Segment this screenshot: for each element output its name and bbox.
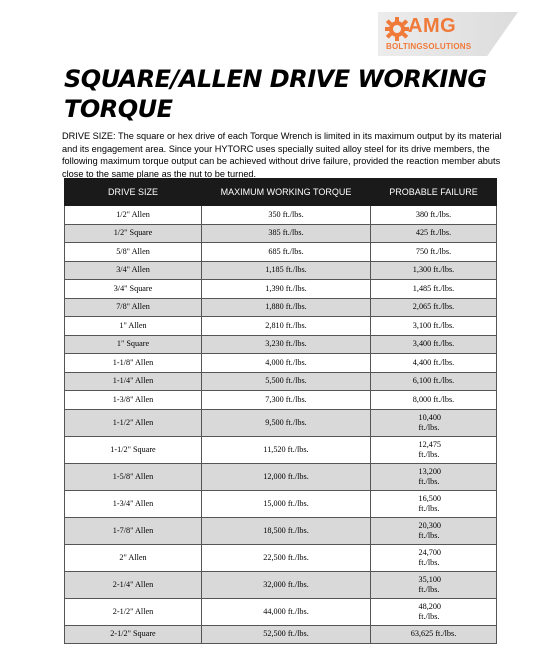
- cell-drive-size: 1" Square: [65, 335, 202, 354]
- cell-probable-failure: 2,065 ft./lbs.: [371, 298, 497, 317]
- table-row: [65, 317, 497, 336]
- cell-drive-size: 1-7/8" Allen: [65, 517, 202, 544]
- cell-probable-failure: 3,100 ft./lbs.: [371, 317, 497, 336]
- cell-max-torque: 1,390 ft./lbs.: [202, 280, 371, 299]
- table-row: [65, 206, 497, 225]
- cell-probable-failure: 6,100 ft./lbs.: [371, 372, 497, 391]
- table-row: [65, 598, 497, 625]
- logo-brand: AMG: [408, 15, 457, 37]
- failure-value: 13,200 ft./lbs.: [418, 466, 442, 486]
- cell-drive-size: 2-1/2" Allen: [65, 598, 202, 625]
- table-row: [65, 409, 497, 436]
- cell-probable-failure: 750 ft./lbs.: [371, 243, 497, 262]
- cell-probable-failure: [371, 598, 497, 625]
- header-drive-size: DRIVE SIZE: [65, 179, 202, 206]
- failure-value: 35,100 ft./lbs.: [418, 574, 442, 594]
- cell-probable-failure: [371, 517, 497, 544]
- gear-icon: [384, 16, 410, 42]
- page-title: SQUARE/ALLEN DRIVE WORKING TORQUE: [64, 65, 487, 123]
- cell-drive-size: 1-3/8" Allen: [65, 391, 202, 410]
- failure-value: 16,500 ft./lbs.: [418, 493, 442, 513]
- table-row: [65, 436, 497, 463]
- cell-probable-failure: 3,400 ft./lbs.: [371, 335, 497, 354]
- table-row: [65, 354, 497, 373]
- table-row: [65, 243, 497, 262]
- cell-probable-failure: [371, 436, 497, 463]
- cell-probable-failure: [371, 571, 497, 598]
- cell-max-torque: 18,500 ft./lbs.: [202, 517, 371, 544]
- table-row: [65, 625, 497, 644]
- cell-probable-failure: [371, 544, 497, 571]
- cell-max-torque: 7,300 ft./lbs.: [202, 391, 371, 410]
- table-row: [65, 490, 497, 517]
- table-row: [65, 280, 497, 299]
- failure-value: 12,475 ft./lbs.: [418, 439, 442, 459]
- cell-max-torque: 4,000 ft./lbs.: [202, 354, 371, 373]
- cell-probable-failure: 63,625 ft./lbs.: [371, 625, 497, 644]
- cell-drive-size: 1/2" Square: [65, 224, 202, 243]
- cell-max-torque: 15,000 ft./lbs.: [202, 490, 371, 517]
- failure-value: 48,200 ft./lbs.: [418, 601, 442, 621]
- logo-subtitle: BOLTINGSOLUTIONS: [386, 42, 472, 51]
- cell-drive-size: 3/4" Allen: [65, 261, 202, 280]
- cell-drive-size: 1/2" Allen: [65, 206, 202, 225]
- cell-drive-size: 2" Allen: [65, 544, 202, 571]
- cell-drive-size: 1-1/4" Allen: [65, 372, 202, 391]
- cell-drive-size: 1-5/8" Allen: [65, 463, 202, 490]
- intro-paragraph: DRIVE SIZE: The square or hex drive of each Torque Wrench is limited in its maximum output by its material and its engagement area. Since your HYTORC uses specially suited alloy steel for its drive members, the following maximum torque output can be achieved without drive failure, provided the reaction member abuts close to the same plane as the nut to be turned.: [62, 131, 502, 179]
- cell-max-torque: 44,000 ft./lbs.: [202, 598, 371, 625]
- table-row: [65, 298, 497, 317]
- cell-max-torque: 2,810 ft./lbs.: [202, 317, 371, 336]
- header-probable-failure: PROBABLE FAILURE: [371, 179, 497, 206]
- cell-drive-size: 1-1/8" Allen: [65, 354, 202, 373]
- cell-probable-failure: 425 ft./lbs.: [371, 224, 497, 243]
- cell-drive-size: 1-1/2" Allen: [65, 409, 202, 436]
- cell-drive-size: 2-1/2" Square: [65, 625, 202, 644]
- failure-value: 24,700 ft./lbs.: [418, 547, 442, 567]
- cell-probable-failure: 1,300 ft./lbs.: [371, 261, 497, 280]
- table-body: [65, 206, 497, 644]
- table-row: [65, 335, 497, 354]
- cell-probable-failure: 380 ft./lbs.: [371, 206, 497, 225]
- failure-value: 10,400 ft./lbs.: [418, 412, 442, 432]
- header-max-torque: MAXIMUM WORKING TORQUE: [202, 179, 371, 206]
- cell-max-torque: 1,185 ft./lbs.: [202, 261, 371, 280]
- cell-drive-size: 2-1/4" Allen: [65, 571, 202, 598]
- table-row: [65, 463, 497, 490]
- cell-drive-size: 7/8" Allen: [65, 298, 202, 317]
- table-row: [65, 544, 497, 571]
- cell-max-torque: 3,230 ft./lbs.: [202, 335, 371, 354]
- cell-probable-failure: [371, 490, 497, 517]
- cell-probable-failure: [371, 463, 497, 490]
- cell-max-torque: 12,000 ft./lbs.: [202, 463, 371, 490]
- cell-drive-size: 5/8" Allen: [65, 243, 202, 262]
- cell-max-torque: 32,000 ft./lbs.: [202, 571, 371, 598]
- table-header-row: [65, 179, 497, 206]
- table-row: [65, 372, 497, 391]
- table-row: [65, 391, 497, 410]
- failure-value: 20,300 ft./lbs.: [418, 520, 442, 540]
- table-row: [65, 571, 497, 598]
- table-row: [65, 517, 497, 544]
- cell-max-torque: 11,520 ft./lbs.: [202, 436, 371, 463]
- cell-probable-failure: 1,485 ft./lbs.: [371, 280, 497, 299]
- cell-max-torque: 5,500 ft./lbs.: [202, 372, 371, 391]
- cell-max-torque: 1,880 ft./lbs.: [202, 298, 371, 317]
- cell-max-torque: 22,500 ft./lbs.: [202, 544, 371, 571]
- cell-probable-failure: 8,000 ft./lbs.: [371, 391, 497, 410]
- cell-drive-size: 1-1/2" Square: [65, 436, 202, 463]
- cell-max-torque: 52,500 ft./lbs.: [202, 625, 371, 644]
- cell-max-torque: 385 ft./lbs.: [202, 224, 371, 243]
- table-row: [65, 224, 497, 243]
- company-logo: [378, 12, 518, 56]
- cell-max-torque: 9,500 ft./lbs.: [202, 409, 371, 436]
- cell-probable-failure: 4,400 ft./lbs.: [371, 354, 497, 373]
- cell-drive-size: 1-3/4" Allen: [65, 490, 202, 517]
- cell-max-torque: 350 ft./lbs.: [202, 206, 371, 225]
- cell-drive-size: 3/4" Square: [65, 280, 202, 299]
- cell-drive-size: 1" Allen: [65, 317, 202, 336]
- cell-max-torque: 685 ft./lbs.: [202, 243, 371, 262]
- cell-probable-failure: [371, 409, 497, 436]
- table-row: [65, 261, 497, 280]
- torque-table: [64, 178, 497, 644]
